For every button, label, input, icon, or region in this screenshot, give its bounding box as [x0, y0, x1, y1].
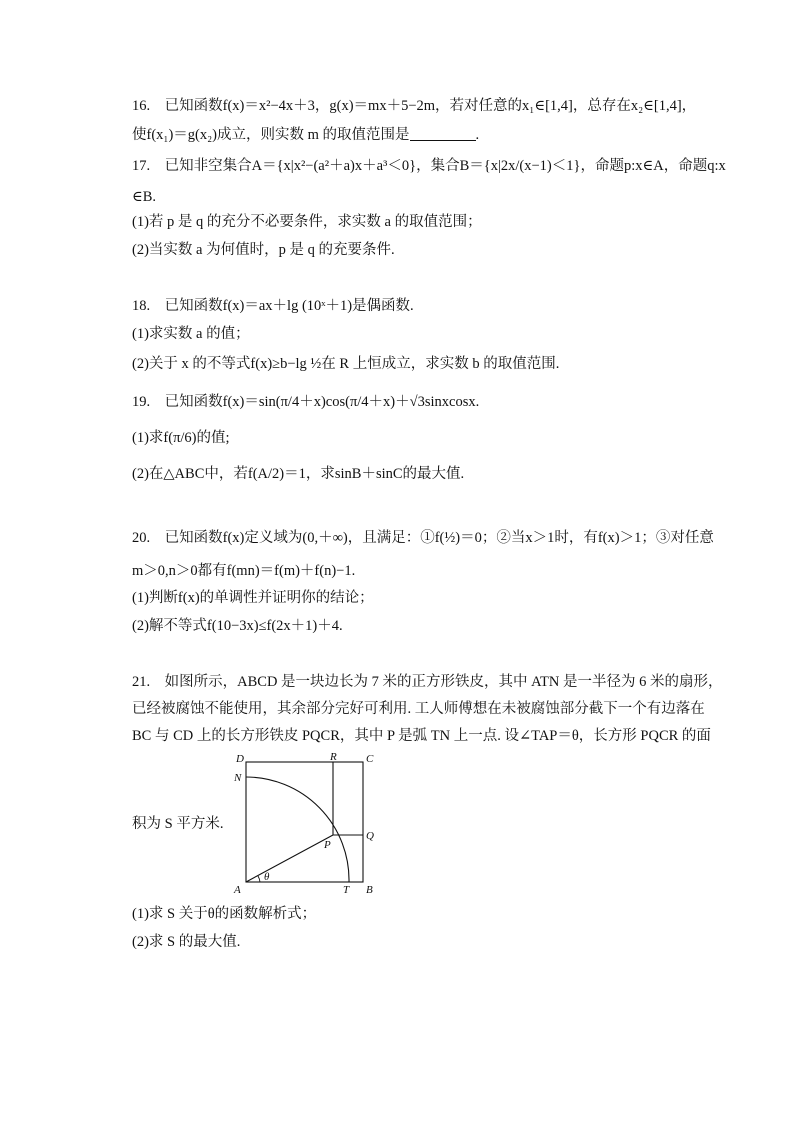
q21-sub-2: (2)求 S 的最大值. [132, 934, 241, 950]
answer-blank[interactable] [410, 126, 476, 141]
theta-angle-mark [258, 876, 260, 882]
q21-line-4: 积为 S 平方米. [132, 816, 224, 832]
arc-tn [246, 777, 349, 882]
q16-line-2 [132, 125, 479, 145]
label-p: P [324, 839, 331, 851]
q20-sub-1: (1)判断f(x)的单调性并证明你的结论； [132, 590, 374, 606]
label-c: C [366, 753, 374, 765]
q21-line-1: 21. 如图所示，ABCD 是一块边长为 7 米的正方形铁皮，其中 ATN 是一半径为 6 米的扇形， [132, 674, 723, 690]
q21-line-3: BC 与 CD 上的长方形铁皮 PQCR，其中 P 是弧 TN 上一点. 设∠TAP＝θ，长方形 PQCR 的面 [132, 728, 711, 744]
q16-line-2-end: . [475, 127, 480, 143]
label-a: A [234, 884, 241, 896]
q19-sub-1: (1)求f(π/6)的值; [132, 430, 230, 446]
q17-line-2: ∈B. [132, 189, 157, 205]
q20-line-1: 20. 已知函数f(x)定义域为(0,＋∞)，且满足：①f(½)＝0；②当x＞1时，有f(x)＞1；③对任意 [132, 530, 714, 546]
label-theta: θ [264, 871, 270, 883]
q17-sub-2: (2)当实数 a 为何值时，p 是 q 的充要条件. [132, 242, 395, 258]
q20-line-2: m＞0,n＞0都有f(mn)＝f(m)＋f(n)−1. [132, 563, 356, 579]
q17-sub-1: (1)若 p 是 q 的充分不必要条件，求实数 a 的取值范围； [132, 214, 482, 230]
segment-ap [246, 835, 333, 882]
square-abcd [246, 762, 363, 882]
q19-sub-2: (2)在△ABC中，若f(A/2)＝1，求sinB＋sinC的最大值. [132, 466, 465, 482]
q19-line-1: 19. 已知函数f(x)＝sin(π/4＋x)cos(π/4＋x)＋√3sinxcosx. [132, 394, 480, 410]
q18-line-1: 18. 已知函数f(x)＝ax＋lg (10ˣ＋1)是偶函数. [132, 298, 414, 314]
q16-line-1: 16. 已知函数f(x)＝x²−4x＋3，g(x)＝mx＋5−2m，若对任意的x₁∈[1,4]，总存在x₂∈[1,4]， [132, 98, 697, 114]
q16-line-2-text: 使f(x₁)＝g(x₂)成立，则实数 m 的取值范围是 [132, 127, 410, 143]
q21-line-2: 已经被腐蚀不能使用，其余部分完好可利用. 工人师傅想在未被腐蚀部分截下一个有边落在 [132, 701, 705, 717]
q18-sub-2: (2)关于 x 的不等式f(x)≥b−lg ½在 R 上恒成立，求实数 b 的取值范围. [132, 356, 560, 372]
label-t: T [343, 884, 350, 896]
square-sector-figure [226, 752, 386, 900]
label-b: B [366, 884, 373, 896]
q20-sub-2: (2)解不等式f(10−3x)≤f(2x＋1)＋4. [132, 618, 343, 634]
label-r: R [330, 752, 337, 763]
label-n: N [234, 772, 242, 784]
label-d: D [236, 753, 244, 765]
q18-sub-1: (1)求实数 a 的值； [132, 326, 250, 342]
q21-sub-1: (1)求 S 关于θ的函数解析式； [132, 906, 317, 922]
label-q: Q [366, 830, 374, 842]
q17-line-1: 17. 已知非空集合A＝{x|x²−(a²＋a)x＋a³＜0}，集合B＝{x|2x/(x−1)＜1}，命题p:x∈A，命题q:x [132, 158, 726, 174]
